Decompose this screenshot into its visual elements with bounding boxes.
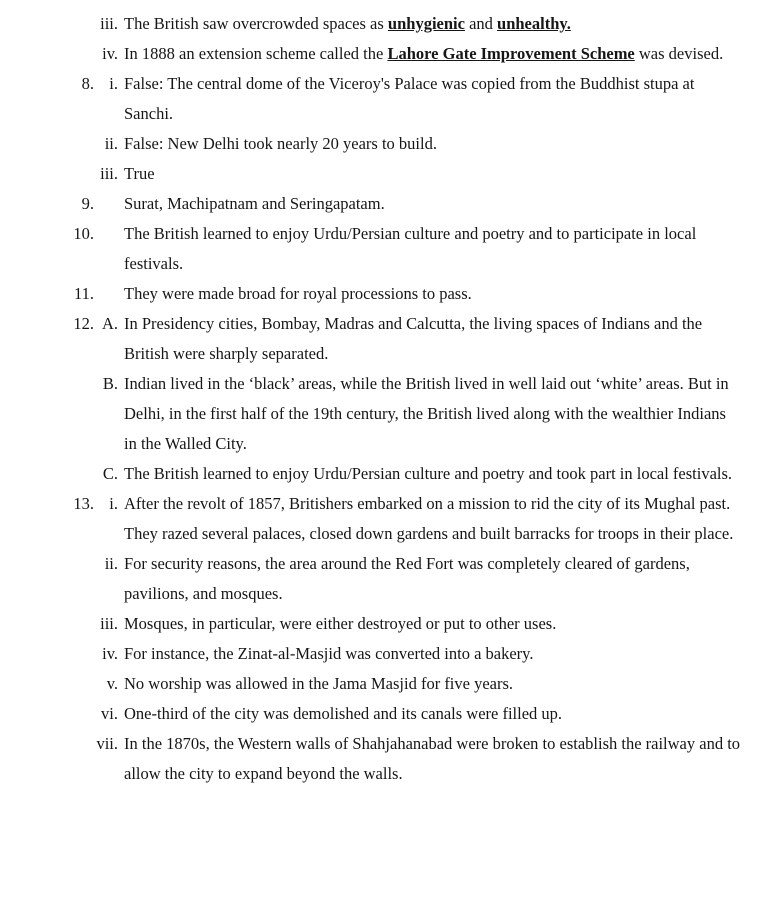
item-text <box>118 639 768 669</box>
item-sub-marker: B. <box>102 374 118 393</box>
item-text <box>118 189 768 219</box>
item-text <box>118 129 768 159</box>
item-text <box>118 369 768 459</box>
answer-item <box>0 639 768 669</box>
answer-item <box>0 9 768 39</box>
item-number: 13. <box>73 494 94 513</box>
body-text: After the revolt of 1857, Britishers embarked on a mission to rid the city of its Mughal past. They razed several palaces, closed down gardens and built barracks for troops in their place. <box>124 494 734 543</box>
item-sub-marker: i. <box>109 74 118 93</box>
body-text: No worship was allowed in the Jama Masjid for five years. <box>124 674 514 693</box>
answer-item <box>0 489 768 549</box>
body-text: In Presidency cities, Bombay, Madras and Calcutta, the living spaces of Indians and the British were sharply separated. <box>124 314 703 363</box>
body-text: The British learned to enjoy Urdu/Persian culture and poetry and to participate in local festivals. <box>124 224 697 273</box>
body-text: For instance, the Zinat-al-Masjid was converted into a bakery. <box>124 644 534 663</box>
item-sub-marker: ii. <box>104 554 118 573</box>
body-text: Surat, Machipatnam and Seringapatam. <box>124 194 385 213</box>
item-text <box>118 39 768 69</box>
item-text <box>118 279 768 309</box>
body-text: False: New Delhi took nearly 20 years to build. <box>124 134 437 153</box>
body-text: One-third of the city was demolished and its canals were filled up. <box>124 704 563 723</box>
item-text <box>118 9 768 39</box>
item-text <box>118 219 768 279</box>
item-sub-marker: v. <box>106 674 118 693</box>
item-number: 10. <box>73 224 94 243</box>
answer-item <box>0 699 768 729</box>
body-text: In 1888 an extension scheme called the <box>124 44 388 63</box>
answer-item <box>0 129 768 159</box>
item-sub-marker: iv. <box>102 44 118 63</box>
body-text: False: The central dome of the Viceroy's Palace was copied from the Buddhist stupa at Sanchi. <box>124 74 695 123</box>
item-number: 8. <box>81 74 94 93</box>
item-sub-marker: iii. <box>100 164 118 183</box>
body-text: was devised. <box>634 44 724 63</box>
item-text <box>118 549 768 609</box>
item-text <box>118 159 768 189</box>
emphasis-text: unhealthy. <box>497 14 571 33</box>
item-text <box>118 489 768 549</box>
item-number: 9. <box>81 194 94 213</box>
answer-item <box>0 69 768 129</box>
body-text: For security reasons, the area around the Red Fort was completely cleared of gardens, pavilions, and mosques. <box>124 554 690 603</box>
item-text <box>118 69 768 129</box>
item-sub-marker: A. <box>101 314 118 333</box>
answer-item <box>0 39 768 69</box>
body-text: In the 1870s, the Western walls of Shahjahanabad were broken to establish the railway and to allow the city to expand beyond the walls. <box>124 734 741 783</box>
body-text: The British saw overcrowded spaces as <box>124 14 388 33</box>
answer-item <box>0 459 768 489</box>
body-text: and <box>464 14 498 33</box>
item-sub-marker: iii. <box>100 614 118 633</box>
item-text <box>118 729 768 789</box>
answer-item <box>0 279 768 309</box>
item-text <box>118 699 768 729</box>
answer-item <box>0 369 768 459</box>
answer-item <box>0 159 768 189</box>
emphasis-text: Lahore Gate Improvement Scheme <box>387 44 635 63</box>
item-sub-marker: ii. <box>104 134 118 153</box>
answer-list <box>0 9 768 789</box>
item-sub-marker: vii. <box>96 734 118 753</box>
item-sub-marker: vi. <box>101 704 118 723</box>
emphasis-text: unhygienic <box>387 14 465 33</box>
item-sub-marker: i. <box>109 494 118 513</box>
item-number: 11. <box>73 284 94 303</box>
body-text: Mosques, in particular, were either destroyed or put to other uses. <box>124 614 557 633</box>
item-number: 12. <box>73 314 94 333</box>
item-text <box>118 609 768 639</box>
item-sub-marker: iii. <box>100 14 118 33</box>
answer-item <box>0 219 768 279</box>
item-text <box>118 669 768 699</box>
body-text: Indian lived in the ‘black’ areas, while the British lived in well laid out ‘white’ areas. But in Delhi, in the first half of the 19th century, the British lived along with the wealthier Indians in the Walled City. <box>124 374 729 453</box>
answer-item <box>0 669 768 699</box>
answer-item <box>0 189 768 219</box>
answer-item <box>0 729 768 789</box>
answer-item <box>0 549 768 609</box>
body-text: They were made broad for royal processions to pass. <box>124 284 472 303</box>
answer-item <box>0 309 768 369</box>
item-text <box>118 459 768 489</box>
body-text: The British learned to enjoy Urdu/Persian culture and poetry and took part in local festivals. <box>124 464 733 483</box>
item-text <box>118 309 768 369</box>
item-sub-marker: C. <box>102 464 118 483</box>
item-sub-marker: iv. <box>102 644 118 663</box>
answer-item <box>0 609 768 639</box>
body-text: True <box>124 164 155 183</box>
